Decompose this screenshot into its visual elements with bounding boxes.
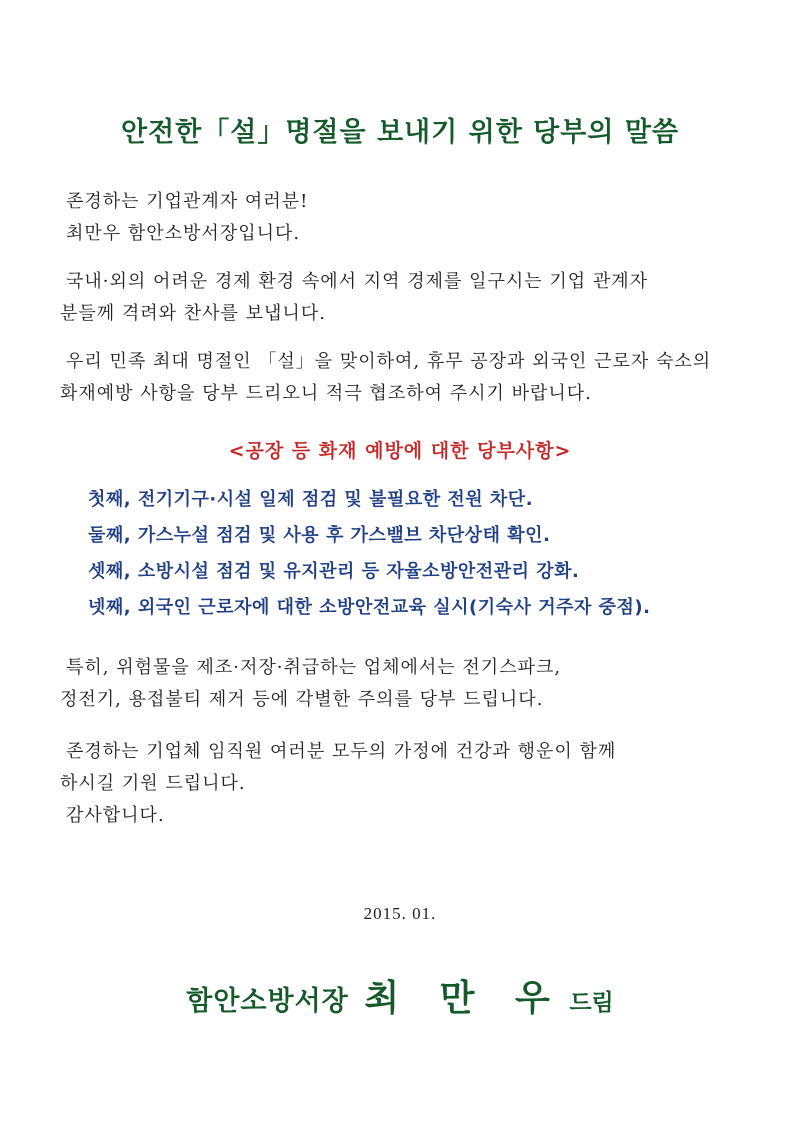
paragraph-1 xyxy=(60,266,760,330)
greeting-line: 최만우 함안소방서장입니다. xyxy=(66,223,301,244)
request-item: 셋째, 소방시설 점검 및 유지관리 등 자율소방안전관리 강화. xyxy=(88,561,580,582)
paragraph-line: 분들께 격려와 찬사를 보냅니다. xyxy=(60,303,326,324)
closing-line: 감사합니다. xyxy=(66,805,165,826)
requests-heading: <공장 등 화재 예방에 대한 당부사항> xyxy=(228,440,572,462)
paragraph-line: 우리 민족 최대 명절인 「설」을 맞이하여, 휴무 공장과 외국인 근로자 숙소의 xyxy=(66,351,712,372)
requests-list xyxy=(88,482,768,626)
greeting xyxy=(60,186,760,250)
signature-suffix: 드림 xyxy=(569,990,614,1016)
paragraph-line: 특히, 위험물을 제조·저장·취급하는 업체에서는 전기스파크, xyxy=(66,657,562,678)
document-date: 2015. 01. xyxy=(363,904,437,923)
paragraph-line: 하시길 기원 드립니다. xyxy=(60,773,246,794)
signature xyxy=(0,970,800,1021)
paragraph-4 xyxy=(60,736,760,832)
paragraph-3 xyxy=(60,652,760,716)
signature-title: 함안소방서장 xyxy=(186,986,349,1017)
paragraph-line: 국내·외의 어려운 경제 환경 속에서 지역 경제를 일구시는 기업 관계자 xyxy=(66,271,649,292)
paragraph-2 xyxy=(60,346,760,410)
greeting-line: 존경하는 기업관계자 여러분! xyxy=(66,191,309,212)
request-item: 넷째, 외국인 근로자에 대한 소방안전교육 실시(기숙사 거주자 중점). xyxy=(88,597,651,618)
request-item: 첫째, 전기기구·시설 일제 점검 및 불필요한 전원 차단. xyxy=(88,489,534,510)
document-title: 안전한「설」명절을 보내기 위한 당부의 말씀 xyxy=(121,117,679,148)
paragraph-line: 정전기, 용접불티 제거 등에 각별한 주의를 당부 드립니다. xyxy=(60,689,544,710)
paragraph-line: 존경하는 기업체 임직원 여러분 모두의 가정에 건강과 행운이 함께 xyxy=(66,741,617,762)
paragraph-line: 화재예방 사항을 당부 드리오니 적극 협조하여 주시기 바랍니다. xyxy=(60,383,592,404)
signature-name: 최 만 우 xyxy=(364,978,564,1019)
request-item: 둘째, 가스누설 점검 및 사용 후 가스밸브 차단상태 확인. xyxy=(88,525,551,546)
